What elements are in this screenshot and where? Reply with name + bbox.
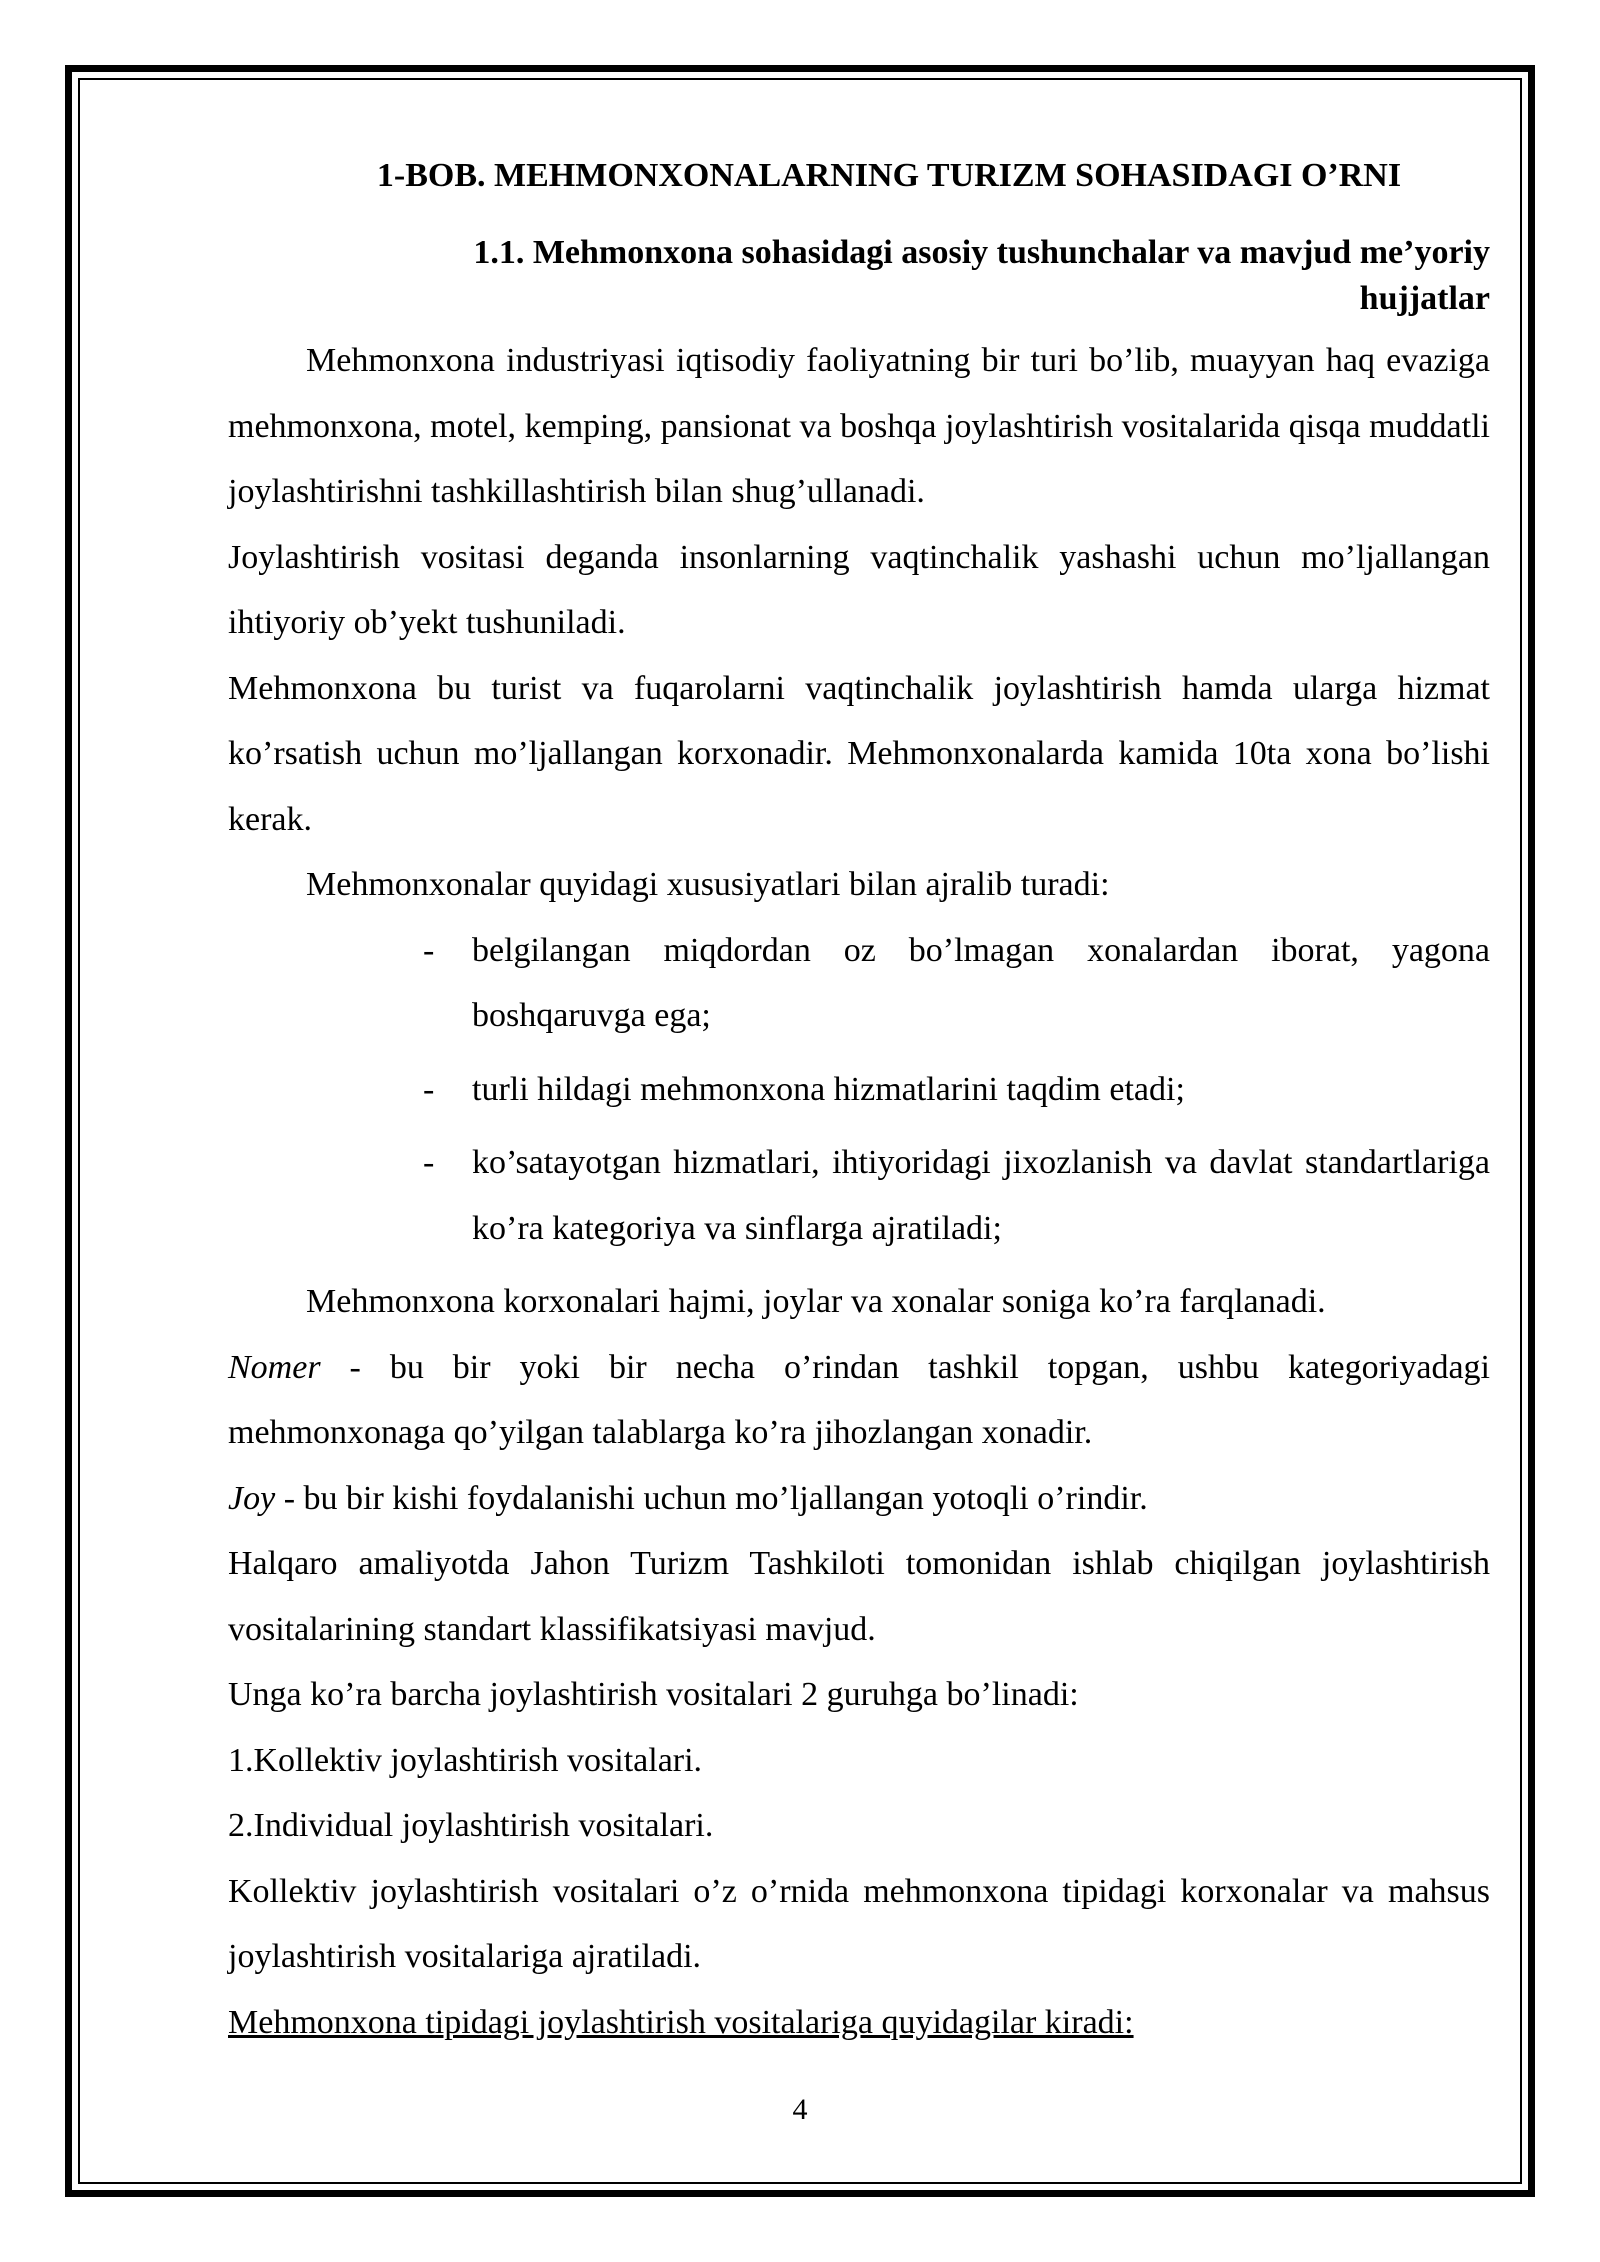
- bullet-dash: -: [423, 1070, 435, 1108]
- paragraph-nomer-definition: [228, 1335, 1490, 1466]
- paragraph-accommodation-definition: Joylashtirish vositasi deganda insonlarning vaqtinchalik yashashi uchun mo’ljallangan ihtiyoriy ob’yekt tushuniladi.: [228, 538, 1490, 641]
- paragraph-hotel-definition: Mehmonxona bu turist va fuqarolarni vaqtinchalik joylashtirish hamda ularga hizmat ko’rsatish uchun mo’ljallangan korxonadir. Mehmonxonalarda kamida 10ta xona bo’lishi kerak.: [228, 669, 1490, 838]
- list-item-text: turli hildagi mehmonxona hizmatlarini taqdim etadi;: [472, 1070, 1185, 1108]
- term-joy: Joy: [228, 1479, 276, 1517]
- paragraph-collective-split: Kollektiv joylashtirish vositalari o’z o’rnida mehmonxona tipidagi korxonalar va mahsus joylashtirish vositalariga ajratiladi.: [228, 1872, 1490, 1975]
- page-number: 4: [792, 2093, 808, 2126]
- paragraph-hotel-industry: Mehmonxona industriyasi iqtisodiy faoliyatning bir turi bo’lib, muayyan haq evaziga mehmonxona, motel, kemping, pansionat va boshqa joylashtirish vositalarida qisqa muddatli joylashtirishni tashkillashtirish bilan shug’ullanadi.: [228, 342, 1490, 510]
- nomer-definition-text: - bu bir yoki bir necha o’rindan tashkil topgan, ushbu kategoriyadagi mehmonxonaga qo’yilgan talablarga ko’ra jihozlangan xonadir.: [228, 1348, 1490, 1451]
- paragraph-two-groups: Unga ko’ra barcha joylashtirish vositalari 2 guruhga bo’linadi:: [228, 1676, 1079, 1713]
- section-title-line-2: hujjatlar: [1359, 280, 1490, 317]
- list-item-text: belgilangan miqdordan oz bo’lmagan xonalardan iborat, yagona boshqaruvga ega;: [472, 931, 1490, 1034]
- term-nomer: Nomer: [228, 1348, 321, 1386]
- chapter-title: 1-BOB. MEHMONXONALARNING TURIZM SOHASIDAGI O’RNI: [376, 157, 1402, 194]
- paragraph-international-classification: Halqaro amaliyotda Jahon Turizm Tashkiloti tomonidan ishlab chiqilgan joylashtirish vositalarining standart klassifikatsiyasi mavjud.: [228, 1545, 1490, 1648]
- bullet-dash: -: [423, 931, 435, 969]
- page-content: [228, 150, 1490, 2055]
- joy-definition-text: - bu bir kishi foydalanishi uchun mo’ljallangan yotoqli o’rindir.: [275, 1479, 1148, 1517]
- paragraph-hotel-features-intro: Mehmonxonalar quyidagi xususiyatlari bilan ajralib turadi:: [306, 866, 1110, 903]
- paragraph-joy-definition: [228, 1466, 1490, 1532]
- paragraph-hotel-type-heading: Mehmonxona tipidagi joylashtirish vositalariga quyidagilar kiradi:: [228, 2003, 1134, 2041]
- list-item: [228, 1130, 1490, 1261]
- bullet-dash: -: [423, 1144, 435, 1181]
- feature-list: [228, 918, 1490, 1262]
- list-item: [228, 918, 1490, 1049]
- paragraph-hotel-size: Mehmonxona korxonalari hajmi, joylar va xonalar soniga ko’ra farqlanadi.: [306, 1283, 1326, 1320]
- list-item-text: ko’satayotgan hizmatlari, ihtiyoridagi jixozlanish va davlat standartlariga ko’ra kategoriya va sinflarga ajratiladi;: [472, 1144, 1490, 1247]
- section-title: [228, 230, 1490, 322]
- paragraph-group-collective: 1.Kollektiv joylashtirish vositalari.: [228, 1741, 703, 1779]
- section-title-line-1: 1.1. Mehmonxona sohasidagi asosiy tushunchalar va mavjud me’yoriy: [473, 234, 1490, 271]
- paragraph-group-individual: 2.Individual joylashtirish vositalari.: [228, 1807, 714, 1844]
- list-item: [228, 1057, 1490, 1123]
